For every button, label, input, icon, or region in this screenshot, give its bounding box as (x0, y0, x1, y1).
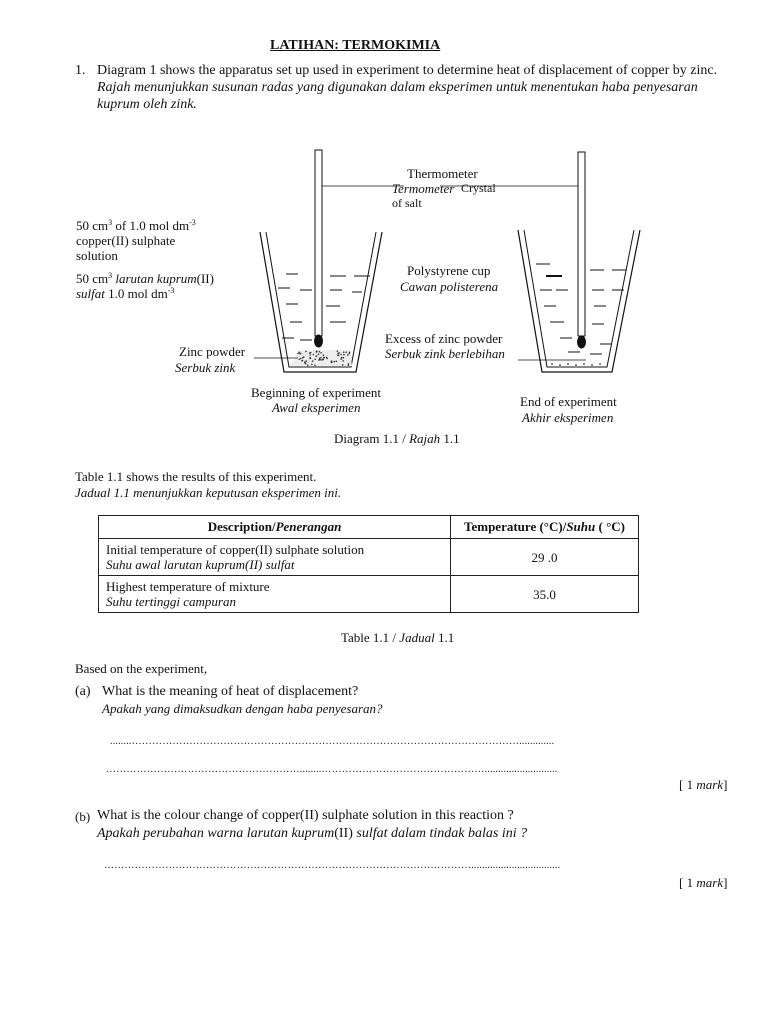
zinc-speck (312, 360, 314, 362)
zinc-speck (338, 352, 340, 354)
zinc-speck (341, 357, 343, 359)
zinc-speck (299, 359, 301, 361)
end-label-en: End of experiment (520, 394, 617, 409)
thermometer-left (315, 150, 323, 347)
part-b-answer-line-1[interactable]: ………………………………………………………………………………………………................................. (104, 860, 561, 871)
zinc-speck (307, 365, 309, 367)
table-header-row (99, 516, 639, 539)
zinc-speck (305, 360, 307, 362)
zinc-speck (300, 358, 302, 360)
part-a-label: (a) (75, 684, 91, 699)
zinc-speck (336, 361, 338, 363)
zinc-speck (314, 365, 316, 367)
zinc-speck (319, 357, 321, 359)
part-a-answer-line-2[interactable]: …………………………………………………........…………………………………………........................... (106, 764, 558, 775)
zinc-speck (323, 354, 325, 356)
row-description: Initial temperature of copper(II) sulphate solution Suhu awal larutan kuprum(II) sulfat (99, 539, 451, 576)
row-value: 29 .0 (451, 539, 639, 576)
zinc-speck (347, 354, 349, 356)
zinc-speck (298, 351, 300, 353)
solution-dashes-left (278, 274, 370, 340)
zinc-speck (303, 356, 305, 358)
beginning-label-en: Beginning of experiment (251, 385, 381, 400)
worksheet-title: LATIHAN: TERMOKIMIA (270, 38, 441, 53)
zinc-speck (322, 359, 324, 361)
beginning-label-ms: Awal eksperimen (272, 400, 361, 415)
end-label-ms: Akhir eksperimen (522, 410, 614, 425)
solution-label-en: 50 $cm^3$ of 1.0 mol $dm^{-3}$ copper(II) sulphate solution (76, 218, 196, 263)
excess-zinc-layer (551, 363, 601, 366)
zinc-speck (318, 353, 320, 355)
zinc-speck (314, 358, 316, 360)
zinc-speck (334, 361, 336, 363)
zinc-speck (316, 355, 318, 357)
zinc-speck (297, 353, 299, 355)
table-caption: Table 1.1 / Jadual 1.1 (341, 630, 455, 645)
zinc-speck (343, 354, 345, 356)
solution-label-ms: 50 $cm^3$ larutan kuprum(II) sulfat 1.0 mol $dm^{-3}$ (76, 271, 214, 301)
zinc-speck (310, 354, 312, 356)
part-b-question-ms: Apakah perubahan warna larutan kuprum(II) sulfat dalam tindak balas ini ? (97, 826, 528, 841)
zinc-speck (340, 358, 342, 360)
zinc-label-en: Zinc powder (179, 344, 246, 359)
zinc-speck (318, 359, 320, 361)
zinc-speck (320, 359, 322, 361)
row-description: Highest temperature of mixture Suhu tertinggi campuran (99, 576, 451, 613)
question-text-ms: Rajah menunjukkan susunan radas yang digunakan dalam eksperimen untuk menentukan haba penyesaran kuprum oleh zink. (97, 80, 698, 112)
zinc-speck (348, 363, 350, 365)
part-b-marks: [ 1 mark] (679, 875, 728, 890)
part-a-question-ms: Apakah yang dimaksudkan dengan haba penyesaran? (102, 701, 383, 716)
cup-label-en: Polystyrene cup (407, 263, 491, 278)
part-b-question-en: What is the colour change of copper(II) sulphate solution in this reaction ? (97, 808, 514, 823)
zinc-speck (345, 351, 347, 353)
zinc-speck (342, 360, 344, 362)
part-a-answer-line-1[interactable]: ........……………………………………………………………………………………………………............. (110, 736, 555, 747)
zinc-speck (323, 357, 325, 359)
zinc-speck (304, 362, 306, 364)
zinc-speck (319, 351, 321, 353)
excess-zinc-label-en: Excess of zinc powder (385, 331, 503, 346)
zinc-speck (342, 364, 344, 366)
diagram-caption: Diagram 1.1 / Rajah 1.1 (334, 431, 460, 446)
row-value: 35.0 (451, 576, 639, 613)
zinc-speck (343, 351, 345, 353)
part-b-label: (b) (75, 809, 91, 824)
zinc-speck (305, 351, 307, 353)
question-text-en: Diagram 1 shows the apparatus set up used in experiment to determine heat of displacement of copper by zinc. (97, 63, 718, 78)
zinc-speck (309, 352, 311, 354)
thermometer-label-ms: Termometer (392, 181, 455, 196)
zinc-speck (331, 361, 333, 363)
header-temperature: Temperature (°C)/Suhu ( °C) (451, 516, 639, 539)
part-a-question-en: What is the meaning of heat of displacement? (102, 684, 359, 699)
crystal-label-a: Crystal (461, 181, 496, 195)
excess-zinc-label-ms: Serbuk zink berlebihan (385, 346, 505, 361)
zinc-speck (326, 357, 328, 359)
results-table (98, 515, 639, 613)
zinc-speck (320, 352, 322, 354)
table-intro: Table 1.1 shows the results of this experiment. Jadual 1.1 menunjukkan keputusan eksperimen ini. (75, 469, 342, 500)
zinc-speck (343, 357, 345, 359)
thermometer-label-en: Thermometer (407, 166, 478, 181)
zinc-speck (316, 351, 318, 353)
thermometer-right (578, 152, 586, 348)
zinc-speck (311, 364, 313, 366)
header-description: Description/Penerangan (99, 516, 451, 539)
zinc-speck (310, 357, 312, 359)
part-a-marks: [ 1 mark] (679, 777, 728, 792)
table-row (99, 576, 639, 613)
zinc-speck (340, 354, 342, 356)
zinc-speck (349, 352, 351, 354)
zinc-speck (337, 354, 339, 356)
zinc-speck (337, 350, 339, 352)
zinc-label-ms: Serbuk zink (175, 360, 236, 375)
crystal-label-b: of salt (392, 196, 422, 210)
zinc-speck (302, 360, 304, 362)
based-on-text: Based on the experiment, (75, 661, 208, 676)
zinc-speck (313, 354, 315, 356)
question-number: 1. (75, 63, 86, 78)
table-row (99, 539, 639, 576)
cup-label-ms: Cawan polisterena (400, 279, 499, 294)
